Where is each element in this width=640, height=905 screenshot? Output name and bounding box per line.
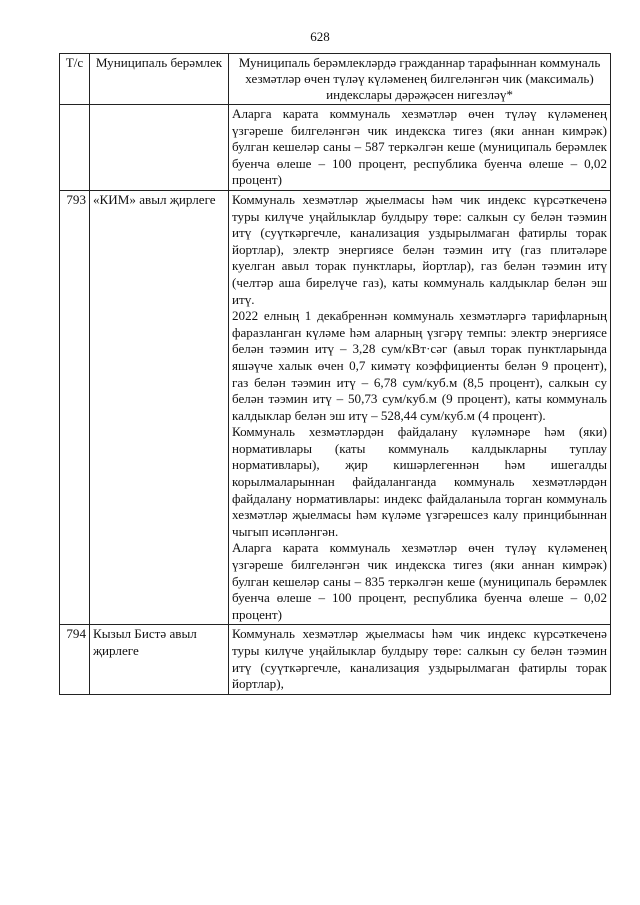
municipal-index-table — [59, 53, 611, 695]
row-description — [229, 190, 611, 624]
header-municipality: Муниципаль берәмлек — [90, 54, 229, 105]
row-municipality — [90, 105, 229, 191]
table-header-row — [60, 54, 611, 105]
row-description — [229, 105, 611, 191]
table-row — [60, 190, 611, 624]
table-row — [60, 105, 611, 191]
header-description: Муниципаль берәмлекләрдә гражданнар тарафыннан коммуналь хезмәтләр өчен түләү күләменең билгеләнгән чик (максималь) индекслары дәрәҗәсен нигезләү* — [229, 54, 611, 105]
row-num — [60, 105, 90, 191]
description-paragraph: Коммуналь хезмәтләр җыелмасы һәм чик индекс күрсәткеченә туры килүче уңайлыклар булдыру төре: салкын су белән тәэмин итү (суүткәргечле, канализация уздырылмаган фатирлы торак йортлар), электр энергиясе белән тәэмин итү (газ плитәләре куелган авыл торак пунктлары, йортлар), газ белән тәэмин итү (челтәр аша бирелүче газ), каты коммуналь калдыклар белән эш итү. — [232, 191, 607, 307]
description-paragraph: Коммуналь хезмәтләр җыелмасы һәм чик индекс күрсәткеченә туры килүче уңайлыклар булдыру төре: салкын су белән тәэмин итү (суүткәргечле, канализация уздырылмаган фатирлы торак йортлар), — [232, 626, 607, 692]
description-paragraph: Аларга карата коммуналь хезмәтләр өчен түләү күләменең үзгәреше билгеләнгән чик индекска тигез (яки аннан кимрәк) булган кешеләр саны – 835 теркәлгән кеше (муниципаль берәмлек буенча өлеше – 100 процент, республика буенча өлеше – 0,02 процент) — [232, 540, 607, 622]
description-paragraph: 2022 елның 1 декабреннән коммуналь хезмәтләргә тарифларның фаразланган күләме һәм аларның үзгәрү темпы: электр энергиясе белән тәэмин итү – 3,28 сум/кВт·сәг (авыл торак пунктларында яшәүче халык өчен 0,7 кимәтү коэффициенты белән 9 процент), газ белән тәэмин итү – 6,78 сум/куб.м (8,5 процент), салкын су белән тәэмин итү – 50,73 сум/куб.м (9 процент), каты коммуналь калдыклар белән эш итү – 528,44 сум/куб.м (4 процент). — [232, 308, 607, 423]
row-num: 793 — [60, 190, 90, 624]
description-paragraph: Аларга карата коммуналь хезмәтләр өчен түләү күләменең үзгәреше билгеләнгән чик индекска тигез (яки аннан кимрәк) булган кешеләр саны – 587 теркәлгән кеше (муниципаль берәмлек буенча өлеше – 100 процент, республика буенча өлеше – 0,02 процент) — [232, 106, 607, 188]
row-municipality: Кызыл Бистә авыл җирлеге — [90, 625, 229, 694]
row-description — [229, 625, 611, 694]
table-row — [60, 625, 611, 694]
header-num: Т/с — [60, 54, 90, 105]
page-number: 628 — [310, 29, 330, 44]
row-municipality: «КИМ» авыл җирлеге — [90, 190, 229, 624]
description-paragraph: Коммуналь хезмәтләрдән файдалану күләмнәре һәм (яки) нормативлары (каты коммуналь калдыкларны туплау нормативлары), җир кишәрлегеннән һәм ишегалды корылмаларыннан файдаланганда коммуналь хезмәтләрдән файдалану нормативлары: индекс файдаланыла торган коммуналь хезмәтләр җыелмасы һәм күләме үзгәрешсез калу принцибыннан чыгып исәпләнгән. — [232, 424, 607, 539]
row-num: 794 — [60, 625, 90, 694]
